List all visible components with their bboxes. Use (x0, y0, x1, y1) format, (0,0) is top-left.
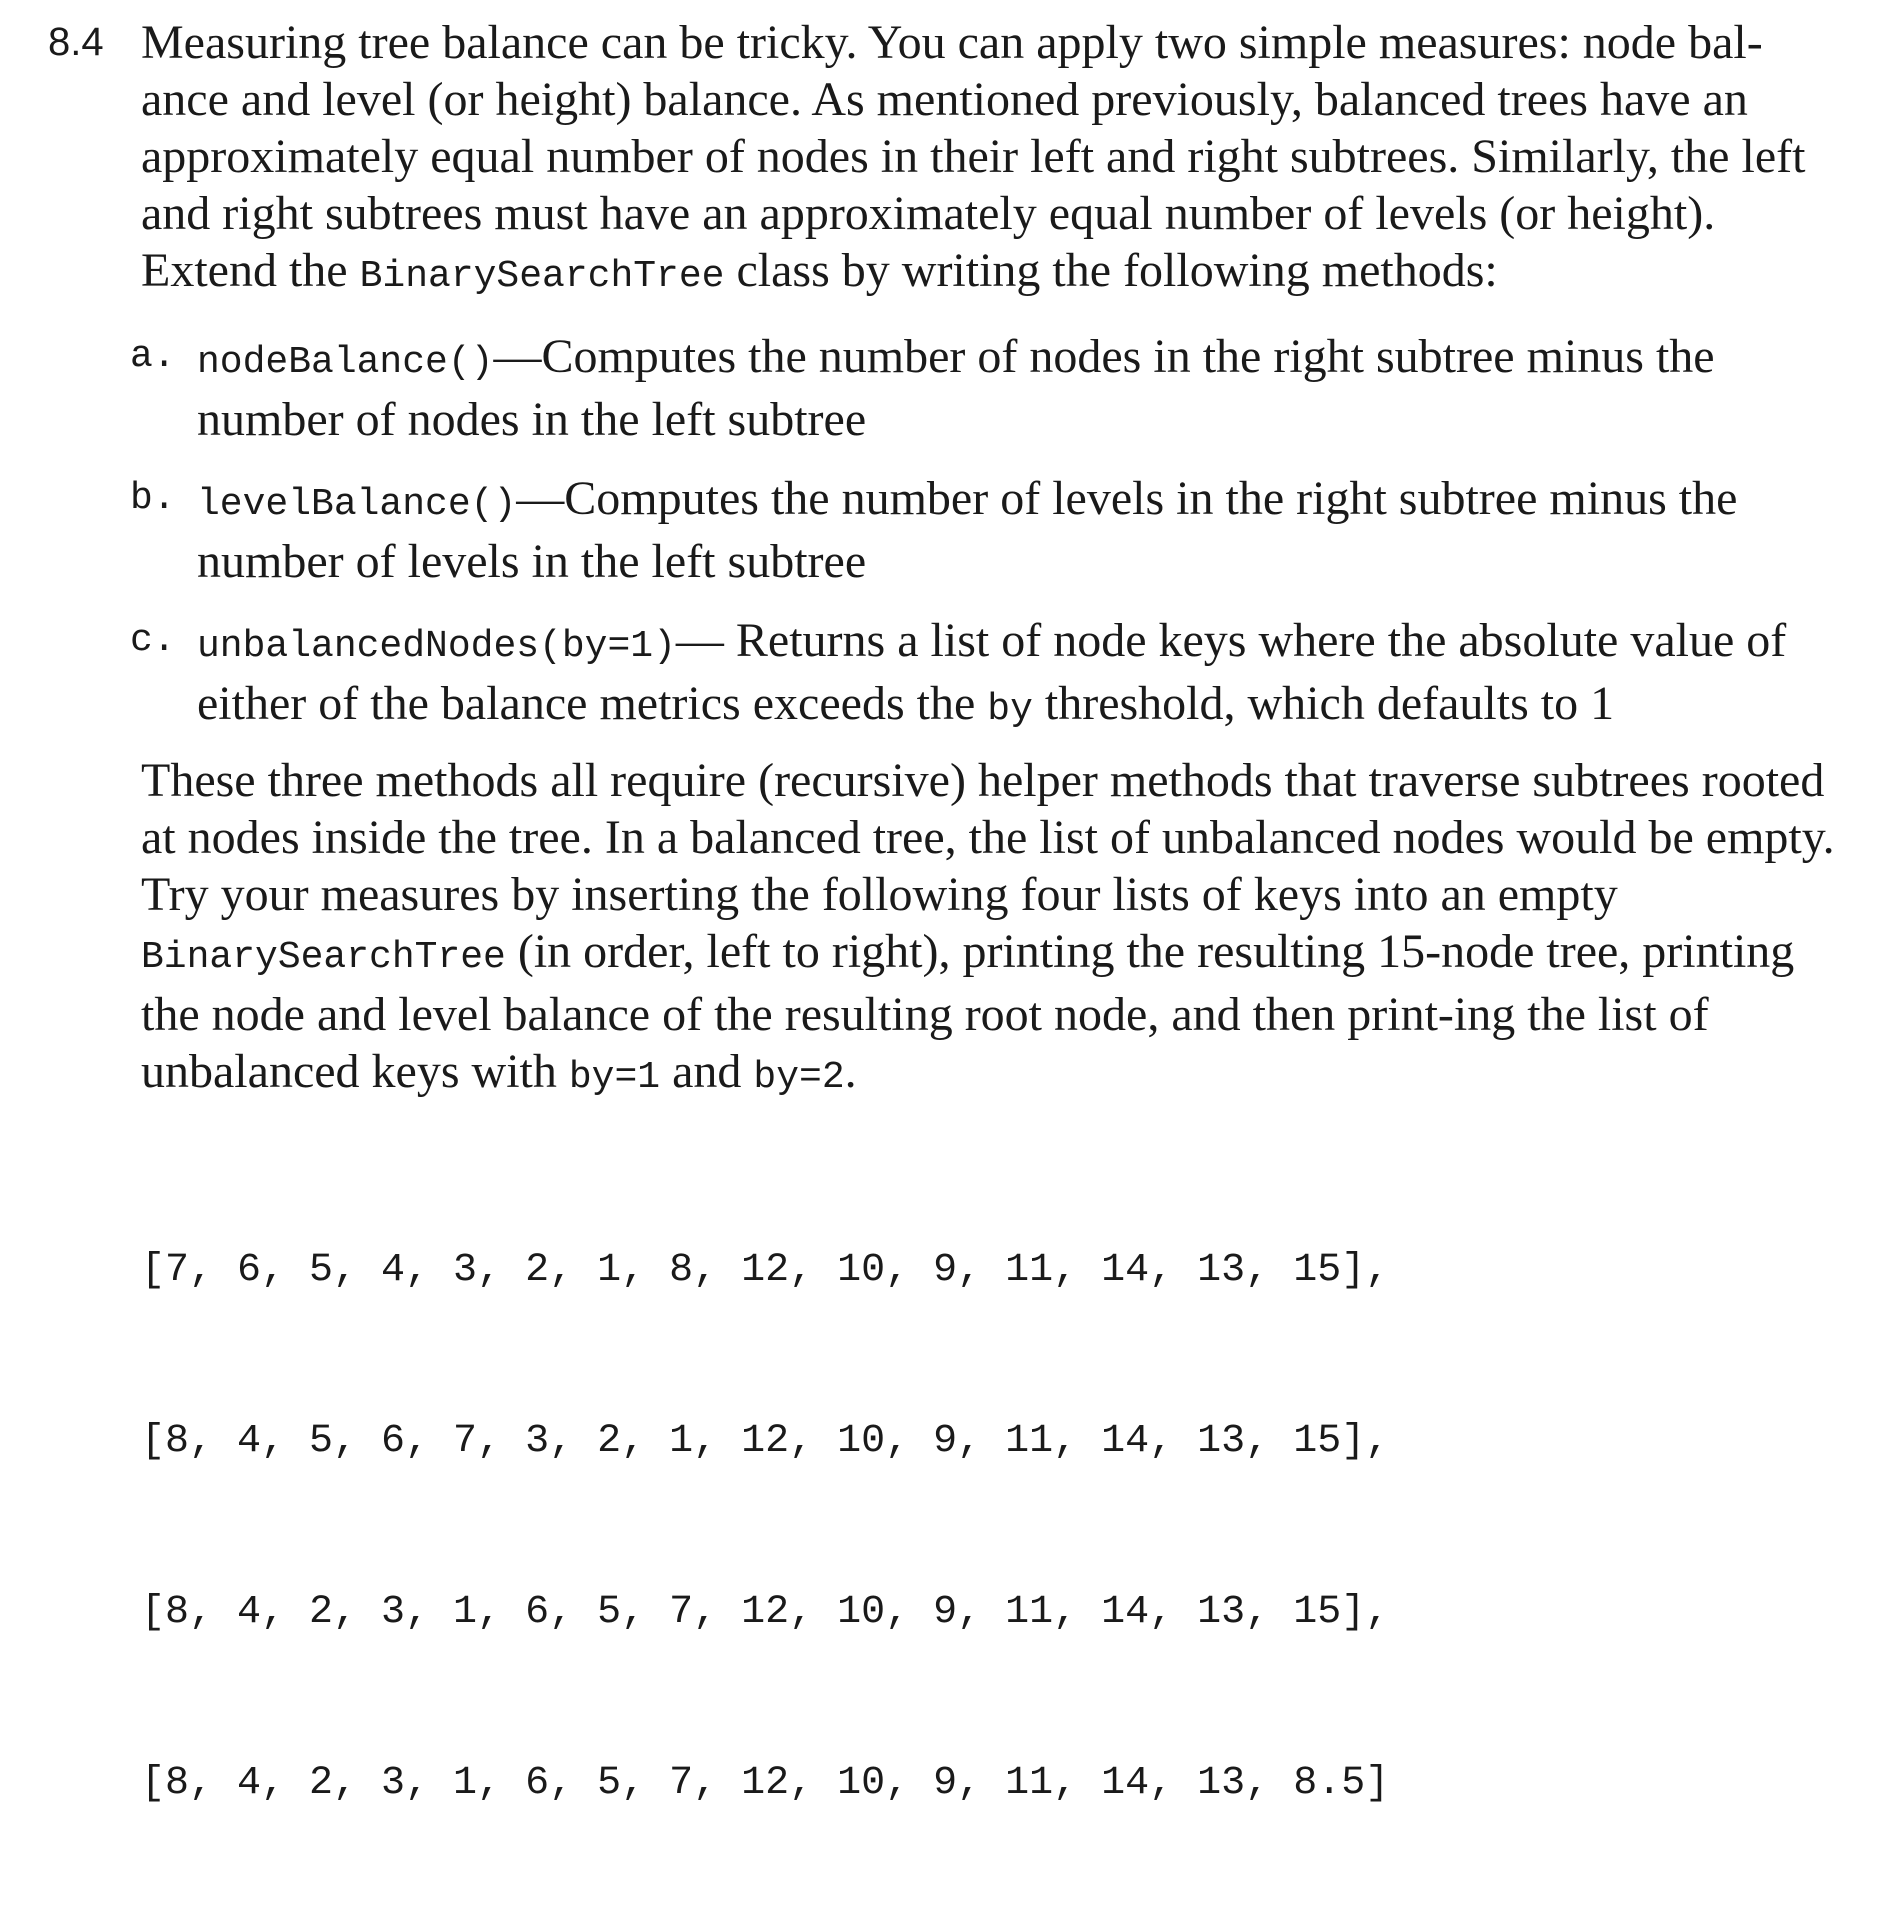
inline-code-by: by (987, 688, 1033, 731)
intro-text-1: Measuring tree balance can be tricky. You can apply two simple measures: node bal-ance and level (or height) balance. As mentioned previously, balanced trees have an approximately equal number of nodes in their left and right subtrees. Similarly, the left and right subtrees must have an approximately equal number of levels (or height). Extend the (141, 16, 1806, 297)
method-name: nodeBalance() (197, 341, 494, 384)
instructions-paragraph (141, 752, 1841, 1106)
method-name: unbalancedNodes(by=1) (197, 625, 676, 668)
exercise-number: 8.4 (48, 20, 104, 64)
intro-text-2: class by writing the following methods: (724, 244, 1498, 297)
list-marker: c. (130, 619, 176, 662)
para2-text-1: These three methods all require (recursive) helper methods that traverse subtrees rooted at nodes inside the tree. In a balanced tree, the list of unbalanced nodes would be empty. Try your measures by inserting the following four lists of keys into an empty (141, 754, 1835, 921)
para2-code-by1: by=1 (568, 1056, 661, 1099)
list-item-text (197, 612, 1857, 738)
method-description-2: threshold, which defaults to 1 (1032, 677, 1615, 730)
exercise-intro-paragraph (141, 14, 1841, 305)
key-list-line: [7, 6, 5, 4, 3, 2, 1, 8, 12, 10, 9, 11, 14, 13, 15], (141, 1248, 1390, 1293)
method-description: —Computes the number of nodes in the right subtree minus the number of nodes in the left subtree (197, 330, 1715, 446)
key-list-line: [8, 4, 2, 3, 1, 6, 5, 7, 12, 10, 9, 11, 14, 13, 15], (141, 1590, 1390, 1635)
list-item-text (197, 470, 1857, 590)
para2-text-4: . (844, 1045, 857, 1098)
list-item-text (197, 328, 1857, 448)
method-description-1: — Returns a list of node keys where the absolute value of either of the balance metrics exceeds the (197, 614, 1787, 730)
method-description: —Computes the number of levels in the right subtree minus the number of levels in the left subtree (197, 472, 1738, 588)
key-lists-code-block (141, 1128, 1389, 1926)
key-list-line: [8, 4, 2, 3, 1, 6, 5, 7, 12, 10, 9, 11, 14, 13, 8.5] (141, 1761, 1390, 1806)
para2-code-by2: by=2 (753, 1056, 845, 1099)
intro-code-class-name: BinarySearchTree (359, 255, 725, 298)
para2-code-class-name: BinarySearchTree (141, 936, 506, 979)
para2-text-3: and (660, 1045, 754, 1098)
para2-text-2: (in order, left to right), printing the resulting 15-node tree, printing the node and level balance of the resulting root node, and then print-ing the list of unbalanced keys with (141, 925, 1795, 1098)
list-marker: a. (130, 335, 176, 378)
list-marker: b. (130, 477, 176, 520)
key-list-line: [8, 4, 5, 6, 7, 3, 2, 1, 12, 10, 9, 11, 14, 13, 15], (141, 1419, 1390, 1464)
method-name: levelBalance() (197, 483, 517, 526)
